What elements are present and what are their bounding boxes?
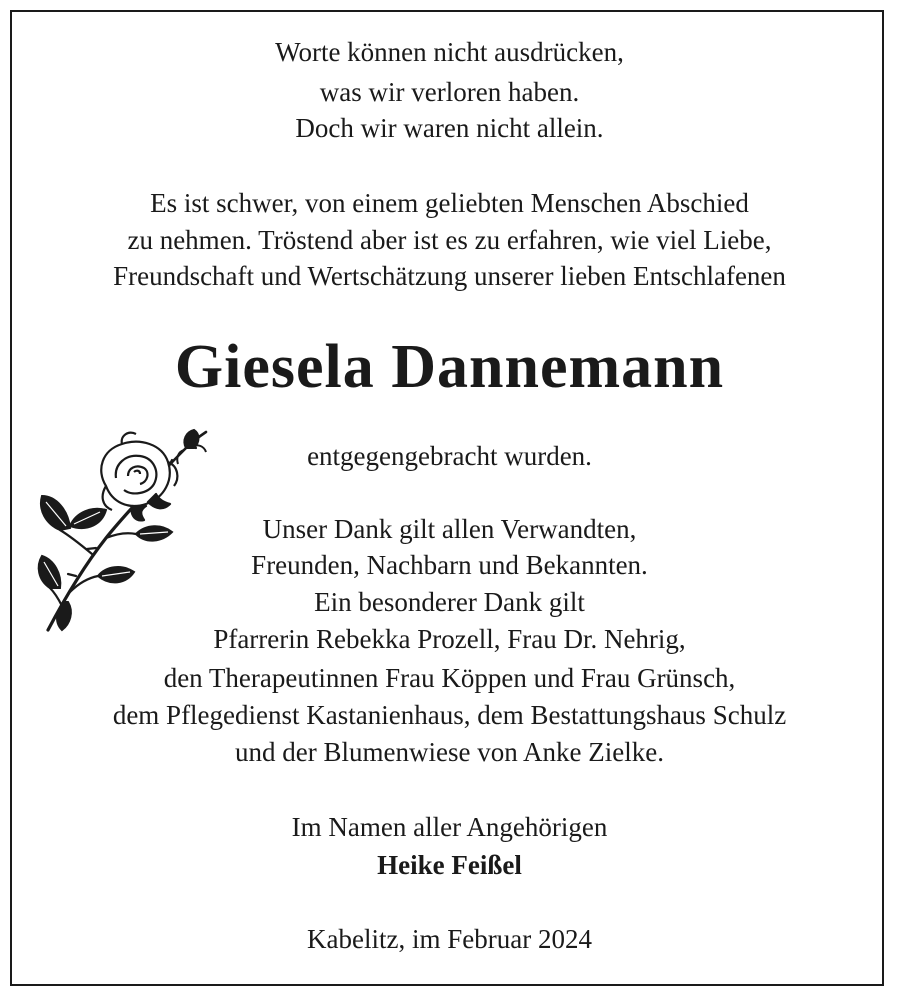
message-line-3: Freundschaft und Wertschätzung unserer lieben Entschlafenen <box>113 261 786 291</box>
thanks-line-1: Unser Dank gilt allen Verwandten, <box>262 514 637 544</box>
message-end: entgegengebracht wurden. <box>307 441 592 471</box>
thanks-line-3: Ein besonderer Dank gilt <box>314 587 585 617</box>
message-line-2: zu nehmen. Tröstend aber ist es zu erfahren, wie viel Liebe, <box>127 225 772 255</box>
thanks-line-5: den Therapeutinnen Frau Köppen und Frau Grünsch, <box>163 663 736 693</box>
message-line-1: Es ist schwer, von einem geliebten Menschen Abschied <box>150 188 749 218</box>
signature-name: Heike Feißel <box>377 850 522 880</box>
thanks-line-7: und der Blumenwiese von Anke Zielke. <box>235 737 664 767</box>
thanks-line-4: Pfarrerin Rebekka Prozell, Frau Dr. Nehrig, <box>213 624 686 654</box>
place-and-date: Kabelitz, im Februar 2024 <box>307 924 592 954</box>
deceased-name: Giesela Dannemann <box>174 333 725 401</box>
thanks-line-2: Freunden, Nachbarn und Bekannten. <box>251 550 648 580</box>
intro-line-2: was wir verloren haben. <box>319 77 580 107</box>
intro-line-1: Worte können nicht ausdrücken, <box>275 37 624 67</box>
signature-preface: Im Namen aller Angehörigen <box>291 812 608 842</box>
intro-line-3: Doch wir waren nicht allein. <box>295 113 604 143</box>
thanks-line-6: dem Pflegedienst Kastanienhaus, dem Bestattungshaus Schulz <box>112 700 787 730</box>
